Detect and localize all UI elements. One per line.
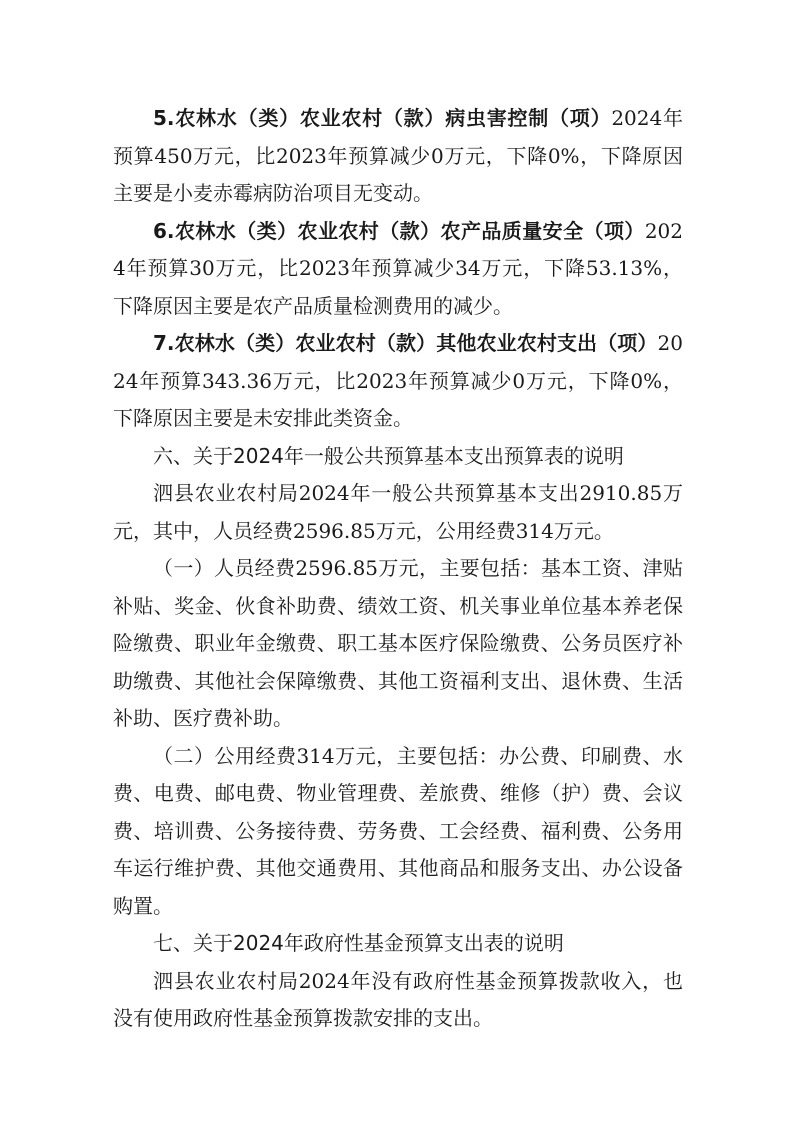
paragraph-item-5: [113, 100, 683, 213]
item-6-text: 2024年预算30万元，比2023年预算减少34万元，下降53.13%，下降原因主要是农产品质量检测费用的减少。: [113, 218, 683, 318]
section-7-heading: 七、关于2024年政府性基金预算支出表的说明: [153, 931, 564, 955]
document-body: [113, 100, 683, 1038]
item-7-title: 7.农林水（类）农业农村（款）其他农业农村支出（项）: [153, 331, 658, 355]
section-6-intro: 泗县农业农村局2024年一般公共预算基本支出2910.85万元，其中，人员经费2596.85万元，公用经费314万元。: [113, 481, 683, 543]
item-6-title: 6.农林水（类）农业农村（款）农产品质量安全（项）: [153, 218, 645, 243]
paragraph-item-7: [113, 325, 683, 438]
paragraph-item-6: [113, 213, 683, 326]
section-6-heading: 六、关于2024年一般公共预算基本支出预算表的说明: [153, 443, 624, 468]
item-5-text: 2024年预算450万元，比2023年预算减少0万元，下降0%，下降原因主要是小麦赤霉病防治项目无变动。: [113, 106, 683, 205]
item-7-text: 2024年预算343.36万元，比2023年预算减少0万元，下降0%，下降原因主要是未安排此类资金。: [113, 331, 683, 430]
section-7-body: 泗县农业农村局2024年没有政府性基金预算拨款收入，也没有使用政府性基金预算拨款安排的支出。: [113, 968, 683, 1030]
item-5-title: 5.农林水（类）农业农村（款）病虫害控制（项）: [153, 106, 612, 130]
section-6-personnel-costs: （一）人员经费2596.85万元，主要包括：基本工资、津贴补贴、奖金、伙食补助费、绩效工资、机关事业单位基本养老保险缴费、职业年金缴费、职工基本医疗保险缴费、公务员医疗补助缴费、其他社会保障缴费、其他工资福利支出、退休费、生活补助、医疗费补助。: [113, 556, 683, 730]
section-6-public-costs: （二）公用经费314万元，主要包括：办公费、印刷费、水费、电费、邮电费、物业管理费、差旅费、维修（护）费、会议费、培训费、公务接待费、劳务费、工会经费、福利费、公务用车运行维护费、其他交通费用、其他商品和服务支出、办公设备购置。: [113, 743, 683, 918]
